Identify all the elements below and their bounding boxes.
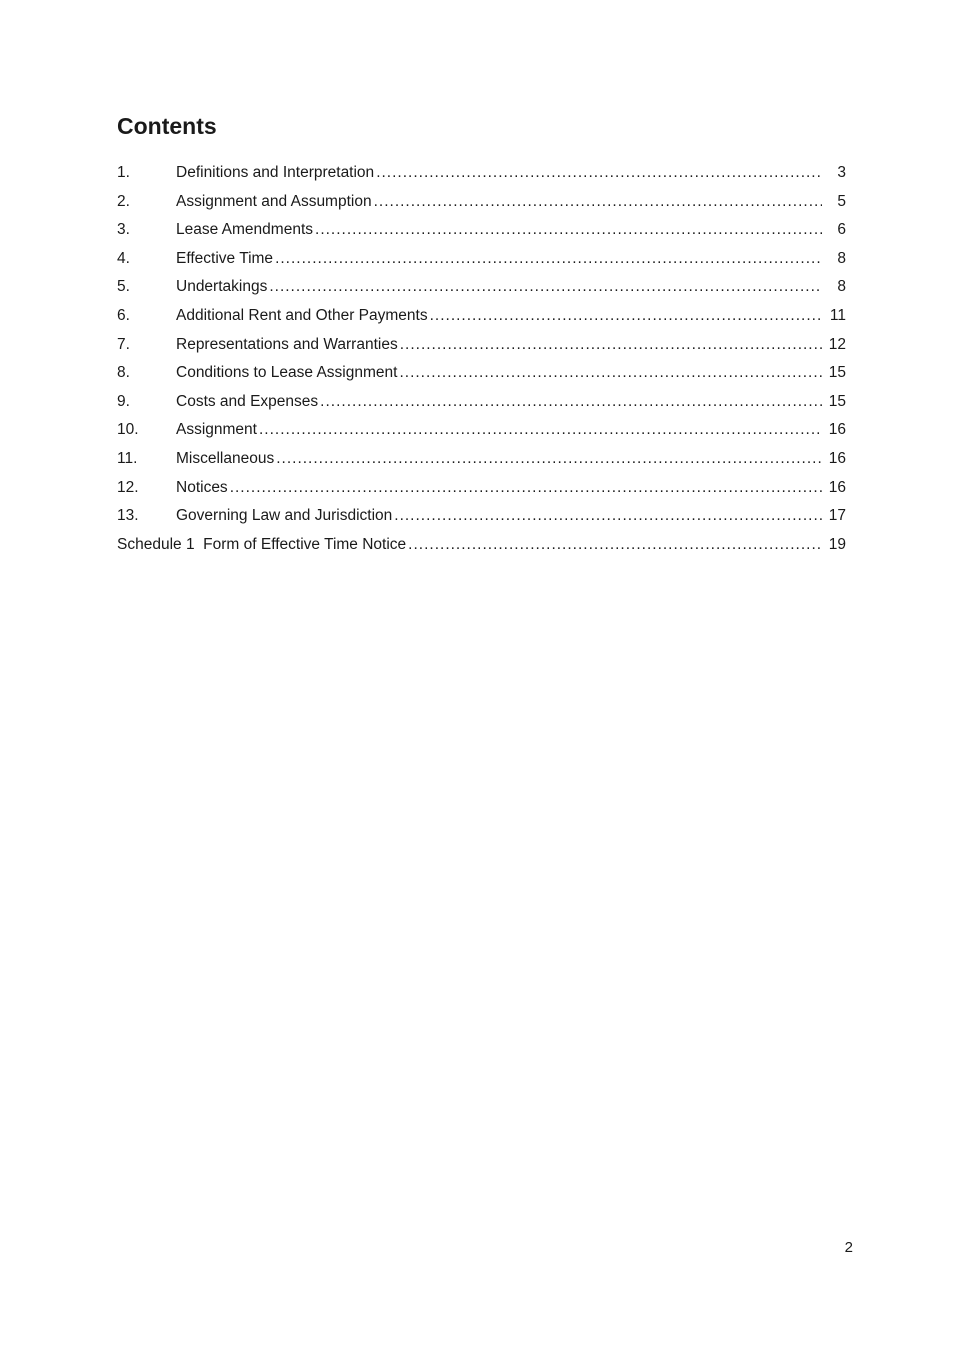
toc-entry-title: Costs and Expenses — [176, 392, 319, 410]
toc-entry-title: Representations and Warranties — [176, 335, 398, 353]
toc-entry-number: 10. — [117, 421, 139, 439]
page-title: Contents — [117, 113, 217, 139]
toc-entry-page-number: 17 — [828, 507, 846, 525]
toc-entry-title: Assignment and Assumption — [176, 192, 372, 210]
toc-entry — [117, 245, 846, 274]
toc-entry-page-number: 11 — [829, 306, 846, 324]
dot-leader — [399, 359, 822, 388]
toc-entry-page-number: 15 — [828, 364, 846, 382]
toc-entry-number: 2. — [117, 192, 130, 210]
toc-entry-number: 7. — [117, 335, 130, 353]
dot-leader — [376, 159, 822, 188]
toc-entry — [117, 331, 846, 360]
toc-schedule-entry — [117, 531, 846, 560]
toc-entry-title: Additional Rent and Other Payments — [176, 306, 428, 324]
toc-entry — [117, 416, 846, 445]
dot-leader — [230, 474, 822, 503]
toc-entry — [117, 302, 846, 331]
schedule-entry-page-number: 19 — [828, 535, 846, 553]
toc-entry — [117, 359, 846, 388]
toc-entry-title: Notices — [176, 478, 228, 496]
toc-entry-title: Lease Amendments — [176, 221, 314, 239]
toc-entry-number: 12. — [117, 478, 139, 496]
toc-entry-number: 11. — [117, 449, 138, 467]
toc-entry — [117, 502, 846, 531]
toc-entry-page-number: 16 — [828, 421, 846, 439]
toc-entry-page-number: 12 — [828, 335, 846, 353]
toc-entry — [117, 159, 846, 188]
toc-entry-title: Definitions and Interpretation — [176, 164, 375, 181]
toc-entry — [117, 474, 846, 503]
toc-entry-page-number: 15 — [828, 392, 846, 410]
dot-leader — [276, 445, 822, 474]
toc-entry — [117, 445, 846, 474]
toc-entry-number: 1. — [117, 164, 130, 181]
toc-entry-title: Miscellaneous — [176, 449, 275, 467]
toc-entry-number: 5. — [117, 278, 130, 296]
schedule-entry-label: Schedule 1 Form of Effective Time Notice — [117, 535, 407, 553]
toc-entry-title: Undertakings — [176, 278, 268, 296]
toc-entry — [117, 188, 846, 217]
dot-leader — [374, 188, 822, 217]
toc-entry-page-number: 8 — [837, 249, 846, 267]
toc-entry-number: 3. — [117, 221, 130, 239]
dot-leader — [269, 273, 822, 302]
toc-entry-page-number: 3 — [837, 164, 846, 181]
dot-leader — [430, 302, 822, 331]
toc-entry-title: Governing Law and Jurisdiction — [176, 507, 393, 525]
dot-leader — [394, 502, 822, 531]
toc-entry-number: 8. — [117, 364, 130, 382]
footer-page-number: 2 — [844, 1239, 853, 1256]
toc-list — [117, 159, 846, 531]
toc-entry-number: 4. — [117, 249, 130, 267]
dot-leader — [400, 331, 822, 360]
toc-entry-number: 13. — [117, 507, 139, 525]
toc-entry-number: 9. — [117, 392, 130, 410]
dot-leader — [275, 245, 822, 274]
dot-leader — [259, 416, 822, 445]
toc-entry-page-number: 8 — [837, 278, 846, 296]
dot-leader — [315, 216, 822, 245]
toc-entry-title: Assignment — [176, 421, 257, 439]
toc-entry — [117, 273, 846, 302]
toc-entry-page-number: 16 — [828, 449, 846, 467]
dot-leader — [320, 388, 822, 417]
toc-entry-title: Conditions to Lease Assignment — [176, 364, 398, 382]
toc-entry-title: Effective Time — [176, 249, 274, 267]
toc-entry-number: 6. — [117, 306, 130, 324]
toc-entry-page-number: 5 — [837, 192, 846, 210]
toc-entry-page-number: 6 — [837, 221, 846, 239]
toc-section — [117, 112, 846, 559]
dot-leader — [408, 531, 822, 560]
toc-entry — [117, 216, 846, 245]
toc-entry — [117, 388, 846, 417]
toc-entry-page-number: 16 — [828, 478, 846, 496]
